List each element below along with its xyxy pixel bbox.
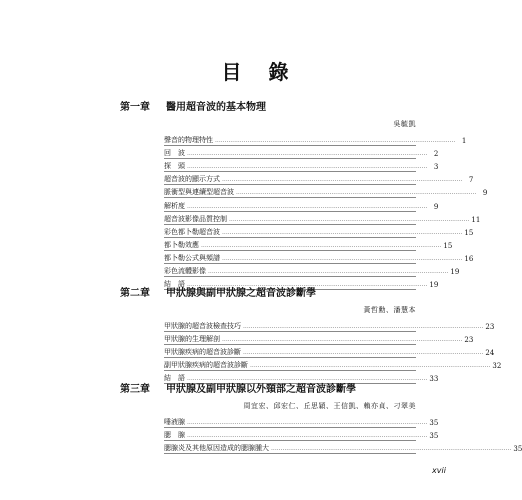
- chapter-heading: [120, 98, 416, 113]
- toc-entry[interactable]: 脈衝型與連續型超音波 .............................................................................................................................. 9: [164, 185, 416, 198]
- toc-entry[interactable]: 都卜勒效應 .............................................................................................................................. 15: [164, 238, 416, 251]
- entry-page: 16: [464, 254, 474, 263]
- page-number: xvii: [432, 466, 446, 475]
- chapter-authors: 周宜宏、邱宏仁、丘思穎、王信凱、賴亦貞、刁翠美: [243, 402, 416, 410]
- entry-page: 7: [468, 176, 474, 185]
- chapter-title: 醫用超音波的基本物理: [166, 102, 266, 113]
- entry-title: 超音波的顯示方式: [164, 175, 220, 184]
- toc-entry[interactable]: 腮 腺 .............................................................................................................................. 35: [164, 428, 416, 441]
- entry-title: 探 頭: [164, 162, 185, 171]
- toc-entry[interactable]: 超音波影像品質控制 .............................................................................................................................. 11: [164, 212, 416, 225]
- entry-title: 甲狀腺疾病的超音波診斷: [164, 348, 241, 357]
- entry-title: 腮腺炎及其他原因造成的腮腺腫大: [164, 444, 269, 453]
- toc-entry[interactable]: 結 語 .............................................................................................................................. 33: [164, 371, 416, 384]
- entry-page: 9: [433, 202, 439, 211]
- entry-page: 1: [461, 137, 467, 146]
- page-title: 目 錄: [221, 60, 299, 84]
- chapter-number: 第一章: [120, 102, 150, 113]
- toc-entry[interactable]: 彩色都卜勒超音波 .............................................................................................................................. 15: [164, 225, 416, 238]
- toc-entry[interactable]: 聲音的物理特性 .............................................................................................................................. 1: [164, 133, 416, 146]
- entry-title: 唾液腺: [164, 418, 185, 427]
- entry-title: 聲音的物理特性: [164, 136, 213, 145]
- chapter-authors: 黃哲勳、潘慧本: [363, 306, 416, 314]
- toc-entry[interactable]: 超音波的顯示方式 .............................................................................................................................. 7: [164, 172, 416, 185]
- chapter-title: 甲狀腺與副甲狀腺之超音波診斷學: [166, 288, 316, 299]
- entry-page: 32: [492, 362, 502, 371]
- toc-entry[interactable]: 腮腺炎及其他原因造成的腮腺腫大 .............................................................................................................................. 35: [164, 441, 416, 454]
- toc-entry[interactable]: 副甲狀腺疾病的超音波診斷 .............................................................................................................................. 32: [164, 358, 416, 371]
- entry-title: 甲狀腺的生理解剖: [164, 335, 220, 344]
- entry-page: 23: [464, 336, 474, 345]
- chapter-title: 甲狀腺及副甲狀腺以外頸部之超音波診斷學: [166, 384, 356, 395]
- entry-page: 11: [471, 215, 481, 224]
- chapter-entries: [164, 415, 522, 454]
- entry-title: 結 語: [164, 280, 185, 289]
- chapter-number: 第三章: [120, 384, 150, 395]
- entry-page: 24: [485, 349, 495, 358]
- entry-title: 結 語: [164, 374, 185, 383]
- entry-title: 副甲狀腺疾病的超音波診斷: [164, 361, 248, 370]
- entry-page: 15: [464, 228, 474, 237]
- toc-entry[interactable]: 甲狀腺的生理解剖 .............................................................................................................................. 23: [164, 332, 416, 345]
- toc-entry[interactable]: 甲狀腺疾病的超音波診斷 .............................................................................................................................. 24: [164, 345, 416, 358]
- toc-entry[interactable]: 唾液腺 .............................................................................................................................. 35: [164, 415, 416, 428]
- entry-page: 19: [429, 281, 439, 290]
- chapter-heading: [120, 380, 416, 395]
- toc-entry[interactable]: 探 頭 .............................................................................................................................. 3: [164, 159, 416, 172]
- entry-page: 3: [433, 163, 439, 172]
- entry-title: 脈衝型與連續型超音波: [164, 188, 234, 197]
- entry-page: 2: [433, 150, 439, 159]
- toc-entry[interactable]: 甲狀腺的超音波檢查技巧 .............................................................................................................................. 23: [164, 319, 416, 332]
- toc-entry[interactable]: 回 波 .............................................................................................................................. 2: [164, 146, 416, 159]
- toc-entry[interactable]: 結 語 .............................................................................................................................. 19: [164, 277, 416, 290]
- chapter-authors: 吳毓凱: [393, 120, 416, 128]
- entry-title: 腮 腺: [164, 431, 185, 440]
- entry-page: 15: [443, 241, 453, 250]
- entry-page: 23: [485, 323, 495, 332]
- toc-entry[interactable]: 彩色流體影像 .............................................................................................................................. 19: [164, 264, 416, 277]
- chapter-1: [120, 98, 488, 290]
- entry-title: 回 波: [164, 149, 185, 158]
- entry-title: 彩色都卜勒超音波: [164, 227, 220, 236]
- chapter-entries: [164, 133, 488, 290]
- toc-entry[interactable]: 都卜勒公式與頻譜 .............................................................................................................................. 16: [164, 251, 416, 264]
- entry-page: 35: [513, 445, 522, 454]
- entry-page: 9: [482, 189, 488, 198]
- entry-title: 超音波影像品質控制: [164, 214, 227, 223]
- chapter-entries: [164, 319, 502, 384]
- entry-page: 35: [429, 419, 439, 428]
- chapter-number: 第二章: [120, 288, 150, 299]
- chapter-3: [120, 380, 522, 454]
- entry-page: 33: [429, 375, 439, 384]
- chapter-heading: [120, 284, 416, 299]
- entry-page: 19: [450, 268, 460, 277]
- entry-title: 彩色流體影像: [164, 267, 206, 276]
- toc-entry[interactable]: 解析度 .............................................................................................................................. 9: [164, 198, 416, 211]
- entry-page: 35: [429, 432, 439, 441]
- entry-title: 都卜勒公式與頻譜: [164, 253, 220, 262]
- entry-title: 解析度: [164, 201, 185, 210]
- entry-title: 甲狀腺的超音波檢查技巧: [164, 322, 241, 331]
- entry-title: 都卜勒效應: [164, 240, 199, 249]
